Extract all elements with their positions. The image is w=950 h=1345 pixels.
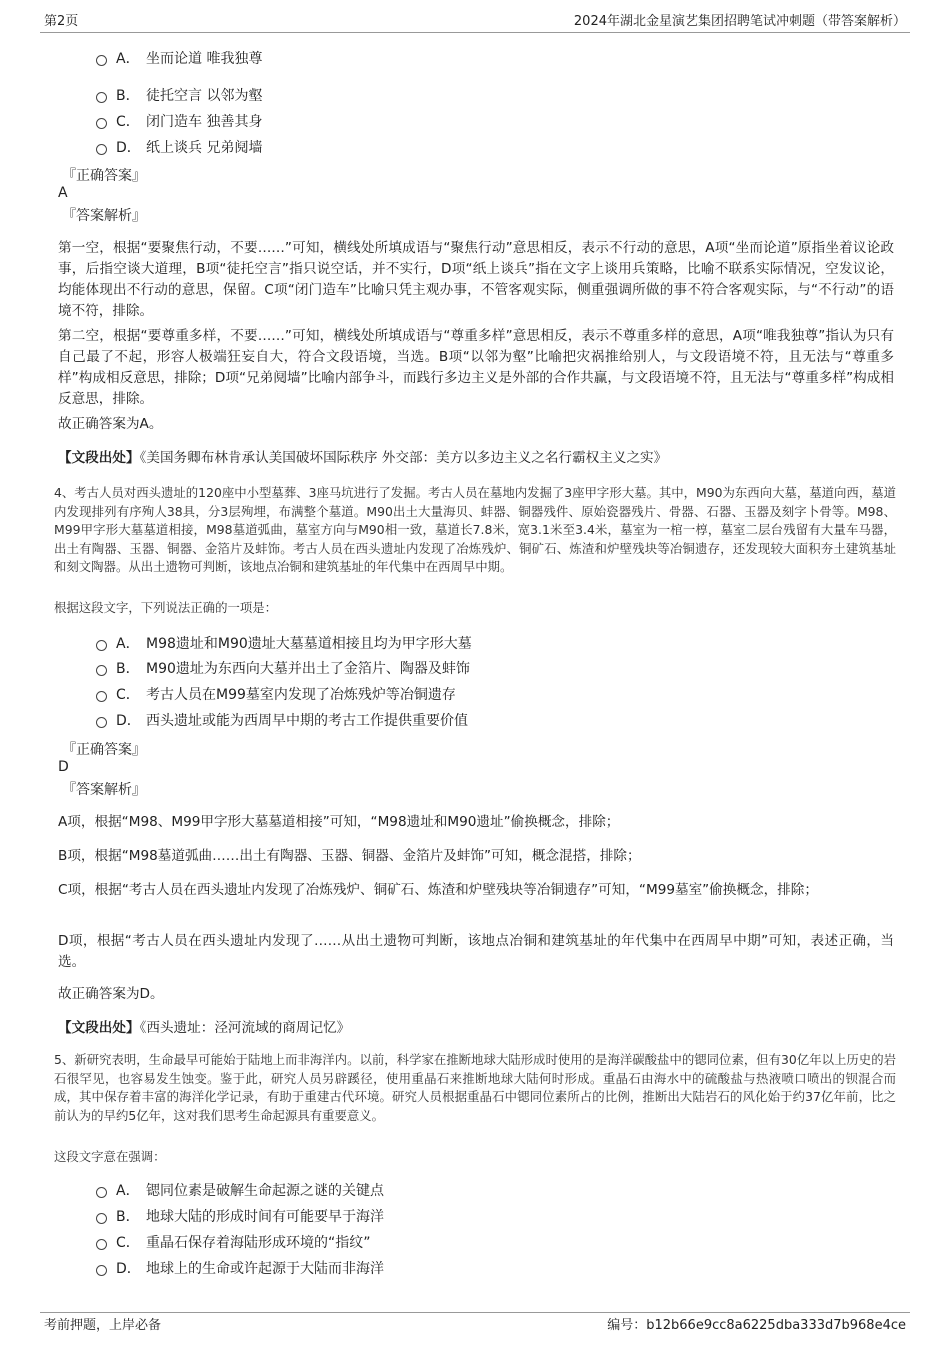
q3-answer-label: 『正确答案』	[62, 168, 146, 184]
q4-analysis-c: C项，根据“考古人员在西头遗址内发现了冶炼残炉、铜矿石、炼渣和炉壁残块等冶铜遗存”可知，“M99墓室”偷换概念，排除；	[58, 882, 818, 898]
radio-icon[interactable]	[96, 118, 107, 129]
footer-slogan: 考前押题，上岸必备	[44, 1318, 162, 1333]
q3-analysis-paragraph-2: 第二空，根据“要尊重多样，不要……”可知，横线处所填成语与“尊重多样”意思相反，表示不尊重多样的意思，A项“唯我独尊”指认为只有自己最了不起，形容人极端狂妄自大，符合文段语境，当选。B项“以邻为壑”比喻把灾祸推给别人，与文段语境不符，且无法与“尊重多样”构成相反意思，排除；D项“兄弟阋墙”比喻内部争斗，而践行多边主义是外部的合作共赢，与文段语境不符，且无法与“尊重多样”构成相反意思，排除。	[58, 328, 894, 407]
q3-option-d[interactable]: D． 纸上谈兵 兄弟阋墙	[96, 136, 262, 158]
q4-option-d[interactable]: D． 西头遗址或能为西周早中期的考古工作提供重要价值	[96, 709, 468, 731]
q4-source: 【文段出处】《西头遗址：泾河流域的商周记忆》	[58, 1020, 351, 1036]
q3-answer: A	[58, 185, 68, 201]
q4-analysis-d: D项，根据“考古人员在西头遗址内发现了……从出土遗物可判断，该地点冶铜和建筑基址的年代集中在西周早中期”可知，表述正确，当选。	[58, 933, 894, 970]
q3-conclusion: 故正确答案为A。	[58, 416, 163, 432]
document-code: 编号：b12b66e9cc8a6225dba333d7b968e4ce	[607, 1318, 906, 1333]
q3-analysis-paragraph-1: 第一空，根据“要聚焦行动，不要……”可知，横线处所填成语与“聚焦行动”意思相反，表示不行动的意思，A项“坐而论道”原指坐着议论政事，后指空谈大道理，B项“徒托空言”指只说空话，并不实行，D项“纸上谈兵”指在文字上谈用兵策略，比喻不联系实际情况，空发议论，均能体现出不行动的意思，保留。C项“闭门造车”比喻只凭主观办事，不管客观实际，侧重强调所做的事不符合客观实际，与“不行动”的语境不符，排除。	[58, 240, 894, 319]
q5-option-b[interactable]: B． 地球大陆的形成时间有可能要早于海洋	[96, 1205, 384, 1227]
radio-icon[interactable]	[96, 1187, 107, 1198]
q4-analysis-label: 『答案解析』	[62, 782, 146, 798]
footer-rule	[40, 1312, 910, 1313]
q4-option-b[interactable]: B． M90遗址为东西向大墓并出土了金箔片、陶器及蚌饰	[96, 657, 470, 679]
q4-answer-label: 『正确答案』	[62, 742, 146, 758]
q4-conclusion: 故正确答案为D。	[58, 986, 164, 1002]
q4-analysis-a: A项，根据“M98、M99甲字形大墓墓道相接”可知，“M98遗址和M90遗址”偷换概念，排除；	[58, 814, 620, 830]
q5-option-a[interactable]: A． 锶同位素是破解生命起源之谜的关键点	[96, 1179, 384, 1201]
radio-icon[interactable]	[96, 640, 107, 651]
radio-icon[interactable]	[96, 1265, 107, 1276]
radio-icon[interactable]	[96, 1213, 107, 1224]
q5-prompt: 这段文字意在强调：	[54, 1149, 166, 1164]
q3-option-b[interactable]: B． 徒托空言 以邻为壑	[96, 84, 262, 106]
q4-prompt: 根据这段文字，下列说法正确的一项是：	[54, 600, 278, 615]
q3-option-c[interactable]: C． 闭门造车 独善其身	[96, 110, 262, 132]
radio-icon[interactable]	[96, 717, 107, 728]
q4-option-a[interactable]: A． M98遗址和M90遗址大墓墓道相接且均为甲字形大墓	[96, 632, 472, 654]
q4-option-c[interactable]: C． 考古人员在M99墓室内发现了冶炼残炉等冶铜遗存	[96, 683, 456, 705]
radio-icon[interactable]	[96, 92, 107, 103]
q3-source: 【文段出处】《美国务卿布林肯承认美国破坏国际秩序 外交部：美方以多边主义之名行霸权主义之实》	[58, 450, 668, 466]
radio-icon[interactable]	[96, 665, 107, 676]
radio-icon[interactable]	[96, 1239, 107, 1250]
q5-option-c[interactable]: C． 重晶石保存着海陆形成环境的“指纹”	[96, 1231, 371, 1253]
radio-icon[interactable]	[96, 55, 107, 66]
q4-analysis-b: B项，根据“M98墓道弧曲……出土有陶器、玉器、铜器、金箔片及蚌饰”可知，概念混搭，排除；	[58, 848, 641, 864]
page-number: 第2页	[44, 14, 79, 29]
radio-icon[interactable]	[96, 691, 107, 702]
q4-question-text: 4、考古人员对西头遗址的120座中小型墓葬、3座马坑进行了发掘。考古人员在墓地内发掘了3座甲字形大墓。其中，M90为东西向大墓，墓道向西，墓道内发现排列有序殉人38具，分3层殉埋，布满整个墓道。M90出土大量海贝、蚌器、铜器残件、原始瓷器残片、骨器、石器、玉器及刻字卜骨等。M98、M99甲字形大墓墓道相接，M98墓道弧曲，墓室方向与M90相一致，墓道长7.8米，宽3.1米至3.4米，墓室为一棺一椁，墓室二层台残留有大量车马器，出土有陶器、玉器、铜器、金箔片及蚌饰。考古人员在西头遗址内发现了冶炼残炉、铜矿石、炼渣和炉壁残块等冶铜遗存，还发现较大面积夯土建筑基址和刻文陶器。从出土遗物可判断，该地点冶铜和建筑基址的年代集中在西周早中期。	[54, 485, 896, 574]
q5-option-d[interactable]: D． 地球上的生命或许起源于大陆而非海洋	[96, 1257, 384, 1279]
q3-option-a[interactable]: A． 坐而论道 唯我独尊	[96, 47, 262, 69]
q4-answer: D	[58, 759, 69, 775]
document-title: 2024年湖北金星演艺集团招聘笔试冲刺题（带答案解析）	[573, 14, 906, 29]
q3-analysis-label: 『答案解析』	[62, 208, 146, 224]
q5-question-text: 5、新研究表明，生命最早可能始于陆地上而非海洋内。以前，科学家在推断地球大陆形成时使用的是海洋碳酸盐中的锶同位素，但有30亿年以上历史的岩石很罕见，也容易发生蚀变。鉴于此，研究人员另辟蹊径，使用重晶石来推断地球大陆何时形成。重晶石由海水中的硫酸盐与热液喷口喷出的钡混合而成，其中保存着丰富的海洋化学记录，有助于重建古代环境。研究人员根据重晶石中锶同位素所占的比例，推断出大陆岩石的风化始于约37亿年前，比之前认为的早约5亿年，这对我们思考生命起源具有重要意义。	[54, 1052, 896, 1123]
radio-icon[interactable]	[96, 144, 107, 155]
